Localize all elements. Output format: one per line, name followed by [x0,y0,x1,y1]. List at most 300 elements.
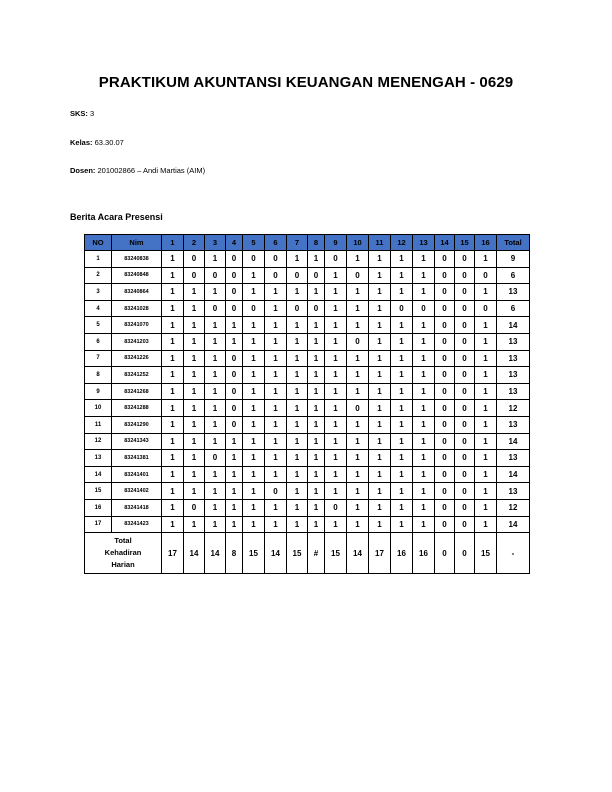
attendance-mark: 0 [455,499,475,516]
table-row [85,383,530,400]
table-row [85,267,530,284]
attendance-mark: 0 [455,383,475,400]
attendance-mark: 1 [243,333,265,350]
attendance-mark: 1 [308,466,325,483]
attendance-mark: 0 [226,416,243,433]
row-number: 12 [85,433,112,450]
table-row [85,450,530,467]
attendance-mark: 1 [243,367,265,384]
column-header: 6 [265,235,287,251]
daily-total: 8 [226,533,243,574]
table-row [85,317,530,334]
daily-total: 15 [287,533,308,574]
row-total: 14 [497,466,530,483]
attendance-mark: 0 [475,300,497,317]
column-header: 5 [243,235,265,251]
attendance-mark: 1 [265,383,287,400]
attendance-mark: 0 [475,267,497,284]
student-nim: 83241070 [112,317,162,334]
column-header: Nim [112,235,162,251]
attendance-mark: 1 [184,350,205,367]
row-number: 11 [85,416,112,433]
column-header: 13 [413,235,435,251]
attendance-mark: 1 [369,516,391,533]
student-nim: 83241423 [112,516,162,533]
attendance-mark: 0 [435,499,455,516]
daily-total: 17 [162,533,184,574]
attendance-mark: 0 [325,499,347,516]
attendance-mark: 1 [184,300,205,317]
attendance-mark: 1 [391,251,413,268]
attendance-mark: 0 [226,367,243,384]
attendance-mark: 1 [475,516,497,533]
row-number: 13 [85,450,112,467]
row-number: 6 [85,333,112,350]
attendance-mark: 0 [226,300,243,317]
student-nim: 83241343 [112,433,162,450]
attendance-mark: 1 [162,350,184,367]
attendance-mark: 1 [308,333,325,350]
attendance-mark: 0 [265,267,287,284]
attendance-mark: 1 [413,433,435,450]
attendance-mark: 1 [475,433,497,450]
attendance-mark: 1 [369,416,391,433]
row-total: 9 [497,251,530,268]
column-header: 3 [205,235,226,251]
attendance-mark: 1 [369,350,391,367]
column-header: 9 [325,235,347,251]
row-total: 12 [497,400,530,417]
row-total: 13 [497,383,530,400]
attendance-mark: 1 [347,317,369,334]
student-nim: 83241288 [112,400,162,417]
attendance-mark: 1 [325,367,347,384]
attendance-mark: 1 [162,400,184,417]
attendance-mark: 1 [243,516,265,533]
column-header: 2 [184,235,205,251]
attendance-mark: 0 [287,300,308,317]
table-row [85,284,530,301]
attendance-mark: 1 [265,466,287,483]
attendance-mark: 0 [435,317,455,334]
attendance-mark: 1 [205,499,226,516]
attendance-mark: 1 [265,400,287,417]
attendance-mark: 1 [325,516,347,533]
attendance-mark: 1 [184,284,205,301]
dosen-value: 201002866 – Andi Martias (AIM) [97,166,206,175]
attendance-mark: 1 [369,400,391,417]
row-total: 12 [497,499,530,516]
attendance-mark: 1 [265,450,287,467]
attendance-mark: 1 [369,367,391,384]
attendance-mark: 1 [369,333,391,350]
total-row [85,533,530,574]
attendance-mark: 0 [308,300,325,317]
attendance-mark: 1 [413,466,435,483]
attendance-mark: 1 [475,350,497,367]
attendance-mark: 1 [325,433,347,450]
attendance-mark: 1 [347,466,369,483]
attendance-mark: 1 [265,499,287,516]
attendance-mark: 1 [413,516,435,533]
attendance-mark: 1 [243,466,265,483]
daily-total: 14 [184,533,205,574]
column-header: Total [497,235,530,251]
attendance-mark: 1 [226,516,243,533]
row-number: 9 [85,383,112,400]
attendance-mark: 1 [369,284,391,301]
column-header: NO [85,235,112,251]
kelas-label: Kelas: [70,138,93,147]
attendance-mark: 1 [413,284,435,301]
column-header: 1 [162,235,184,251]
attendance-mark: 0 [435,350,455,367]
row-number: 4 [85,300,112,317]
row-number: 10 [85,400,112,417]
attendance-mark: 1 [205,483,226,500]
column-header: 8 [308,235,325,251]
attendance-mark: 1 [287,251,308,268]
attendance-mark: 1 [308,400,325,417]
attendance-mark: 1 [413,367,435,384]
attendance-mark: 1 [391,499,413,516]
attendance-mark: 0 [226,383,243,400]
attendance-mark: 1 [475,383,497,400]
daily-total: 0 [455,533,475,574]
attendance-table [84,234,530,574]
student-nim: 83240864 [112,284,162,301]
attendance-mark: 1 [369,499,391,516]
row-number: 16 [85,499,112,516]
attendance-mark: 1 [226,499,243,516]
attendance-mark: 1 [325,300,347,317]
attendance-mark: 1 [391,483,413,500]
attendance-mark: 1 [287,499,308,516]
document-title: PRAKTIKUM AKUNTANSI KEUANGAN MENENGAH - 0629 [98,74,514,91]
sks-value: 3 [90,109,95,118]
table-row [85,433,530,450]
student-nim: 83241381 [112,450,162,467]
attendance-mark: 1 [413,267,435,284]
attendance-mark: 0 [226,251,243,268]
attendance-mark: 1 [287,433,308,450]
attendance-mark: 1 [413,333,435,350]
attendance-mark: 1 [413,350,435,367]
row-total: 13 [497,284,530,301]
column-header: 4 [226,235,243,251]
row-total: 13 [497,333,530,350]
attendance-mark: 0 [287,267,308,284]
attendance-mark: 1 [308,284,325,301]
row-total: 14 [497,433,530,450]
row-number: 17 [85,516,112,533]
attendance-mark: 1 [391,383,413,400]
attendance-mark: 1 [413,483,435,500]
attendance-mark: 0 [413,300,435,317]
student-nim: 83240848 [112,267,162,284]
row-number: 7 [85,350,112,367]
attendance-mark: 1 [308,350,325,367]
attendance-mark: 0 [455,416,475,433]
daily-total: 15 [243,533,265,574]
attendance-mark: 0 [455,367,475,384]
sks-label: SKS: [70,109,88,118]
attendance-mark: 0 [226,284,243,301]
attendance-mark: 1 [184,483,205,500]
attendance-mark: 1 [325,317,347,334]
attendance-mark: 1 [308,516,325,533]
attendance-mark: 1 [369,300,391,317]
attendance-mark: 1 [347,383,369,400]
row-total: 14 [497,317,530,334]
attendance-mark: 0 [455,251,475,268]
attendance-mark: 1 [369,433,391,450]
table-row [85,483,530,500]
table-header-row [85,235,530,251]
attendance-mark: 1 [243,400,265,417]
attendance-mark: 1 [205,284,226,301]
attendance-mark: 1 [413,317,435,334]
column-header: 14 [435,235,455,251]
attendance-mark: 1 [391,450,413,467]
attendance-mark: 1 [347,450,369,467]
student-nim: 83241268 [112,383,162,400]
table-row [85,400,530,417]
attendance-mark: 1 [265,433,287,450]
student-nim: 83241290 [112,416,162,433]
attendance-mark: 1 [308,483,325,500]
attendance-mark: 0 [455,400,475,417]
row-total: 13 [497,450,530,467]
attendance-mark: 1 [162,516,184,533]
table-row [85,333,530,350]
total-label-line: Kehadiran [104,548,142,558]
attendance-mark: 1 [265,350,287,367]
attendance-mark: 1 [205,367,226,384]
attendance-mark: 1 [287,450,308,467]
attendance-mark: 1 [162,300,184,317]
attendance-mark: 1 [184,333,205,350]
attendance-mark: 0 [455,300,475,317]
row-total: 14 [497,516,530,533]
total-row-label [85,533,162,574]
attendance-mark: 1 [475,483,497,500]
attendance-mark: 1 [475,284,497,301]
kelas-line [70,138,124,147]
attendance-mark: 1 [391,433,413,450]
dosen-label: Dosen: [70,166,96,175]
attendance-mark: 1 [325,466,347,483]
row-total: 13 [497,367,530,384]
attendance-mark: 1 [347,350,369,367]
daily-total: 15 [325,533,347,574]
attendance-mark: 1 [184,367,205,384]
student-nim: 83240838 [112,251,162,268]
attendance-mark: 1 [226,333,243,350]
attendance-mark: 0 [435,267,455,284]
daily-total: 14 [205,533,226,574]
row-total: 13 [497,483,530,500]
attendance-mark: 1 [413,383,435,400]
attendance-mark: 1 [287,466,308,483]
student-nim: 83241252 [112,367,162,384]
student-nim: 83241418 [112,499,162,516]
attendance-mark: 1 [205,466,226,483]
attendance-mark: 1 [369,317,391,334]
total-label-line: Harian [111,560,135,570]
attendance-mark: 0 [325,251,347,268]
attendance-mark: 0 [455,350,475,367]
attendance-mark: 0 [347,400,369,417]
attendance-mark: 1 [347,284,369,301]
attendance-mark: 1 [308,317,325,334]
attendance-mark: 1 [243,433,265,450]
attendance-mark: 1 [325,333,347,350]
daily-total: 14 [265,533,287,574]
attendance-mark: 1 [347,499,369,516]
attendance-mark: 0 [347,267,369,284]
table-row [85,416,530,433]
attendance-mark: 1 [391,367,413,384]
attendance-mark: 1 [162,333,184,350]
attendance-mark: 1 [308,433,325,450]
attendance-mark: 0 [308,267,325,284]
attendance-mark: 1 [184,400,205,417]
attendance-mark: 1 [184,317,205,334]
attendance-mark: 1 [347,300,369,317]
attendance-mark: 1 [413,499,435,516]
attendance-mark: 0 [455,433,475,450]
attendance-mark: 1 [287,383,308,400]
attendance-mark: 0 [265,251,287,268]
row-number: 1 [85,251,112,268]
attendance-mark: 1 [287,516,308,533]
attendance-mark: 1 [287,400,308,417]
attendance-mark: 1 [308,499,325,516]
attendance-mark: 1 [391,317,413,334]
attendance-mark: 1 [265,300,287,317]
attendance-mark: 1 [205,400,226,417]
attendance-mark: 1 [413,251,435,268]
attendance-mark: 1 [475,333,497,350]
row-total: 13 [497,350,530,367]
column-header: 11 [369,235,391,251]
attendance-mark: 1 [475,367,497,384]
row-total: 13 [497,416,530,433]
row-number: 14 [85,466,112,483]
attendance-mark: 1 [325,267,347,284]
attendance-mark: 1 [184,383,205,400]
attendance-mark: 0 [435,433,455,450]
attendance-mark: 1 [475,450,497,467]
attendance-mark: 1 [325,416,347,433]
attendance-mark: 1 [205,383,226,400]
attendance-mark: 1 [184,433,205,450]
student-nim: 83241402 [112,483,162,500]
sks-line [70,109,94,118]
attendance-mark: 1 [413,450,435,467]
column-header: 10 [347,235,369,251]
attendance-mark: 1 [369,483,391,500]
attendance-mark: 1 [205,433,226,450]
attendance-mark: 0 [435,483,455,500]
attendance-mark: 0 [455,516,475,533]
table-row [85,350,530,367]
row-number: 5 [85,317,112,334]
attendance-mark: 1 [308,450,325,467]
attendance-mark: 1 [347,516,369,533]
row-number: 3 [85,284,112,301]
attendance-mark: 1 [391,267,413,284]
attendance-mark: 0 [205,450,226,467]
attendance-mark: 0 [435,251,455,268]
attendance-mark: 1 [287,483,308,500]
attendance-mark: 1 [226,466,243,483]
attendance-mark: 1 [325,383,347,400]
attendance-mark: 0 [455,450,475,467]
attendance-mark: 1 [369,383,391,400]
dosen-line [70,166,205,175]
attendance-mark: 0 [391,300,413,317]
attendance-mark: 0 [455,333,475,350]
attendance-mark: 0 [435,367,455,384]
attendance-mark: 1 [265,516,287,533]
attendance-mark: 1 [243,483,265,500]
student-nim: 83241401 [112,466,162,483]
table-row [85,300,530,317]
attendance-mark: 1 [391,466,413,483]
attendance-mark: 0 [435,516,455,533]
attendance-mark: 1 [308,367,325,384]
column-header: 15 [455,235,475,251]
attendance-mark: 1 [287,333,308,350]
student-nim: 83241203 [112,333,162,350]
attendance-mark: 1 [243,499,265,516]
attendance-mark: 1 [391,284,413,301]
attendance-mark: 1 [369,251,391,268]
attendance-mark: 1 [184,466,205,483]
attendance-mark: 0 [205,267,226,284]
attendance-mark: 1 [391,400,413,417]
row-total: 6 [497,300,530,317]
attendance-mark: 1 [184,516,205,533]
attendance-mark: 1 [162,383,184,400]
attendance-mark: 1 [162,267,184,284]
attendance-mark: 0 [243,300,265,317]
attendance-mark: 1 [162,499,184,516]
attendance-mark: 1 [413,400,435,417]
attendance-mark: 0 [226,267,243,284]
attendance-mark: 0 [455,483,475,500]
attendance-mark: 1 [369,466,391,483]
attendance-mark: 0 [184,267,205,284]
attendance-mark: 1 [287,284,308,301]
attendance-mark: 1 [308,383,325,400]
attendance-mark: 1 [205,251,226,268]
attendance-mark: 1 [308,416,325,433]
attendance-mark: 1 [287,367,308,384]
attendance-mark: 1 [162,317,184,334]
attendance-mark: 1 [205,317,226,334]
attendance-mark: 1 [325,400,347,417]
attendance-mark: 1 [162,483,184,500]
attendance-mark: 1 [475,499,497,516]
attendance-mark: 1 [162,466,184,483]
attendance-mark: 1 [369,267,391,284]
attendance-mark: 1 [475,317,497,334]
attendance-mark: 1 [205,333,226,350]
attendance-mark: 1 [325,350,347,367]
